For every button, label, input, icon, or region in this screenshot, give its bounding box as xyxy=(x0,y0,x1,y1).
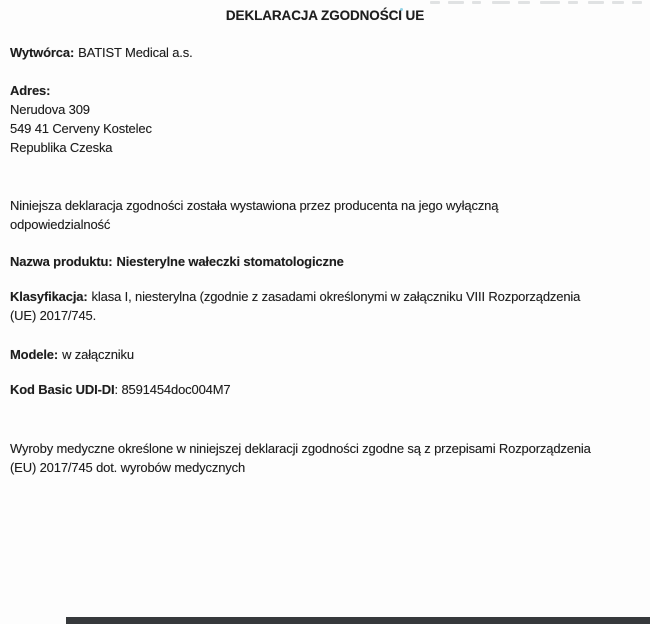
declaration-statement-line2: odpowiedzialność xyxy=(10,217,111,232)
product-name-value: Niesterylne wałeczki stomatologiczne xyxy=(116,254,344,269)
compliance-statement-line2: (EU) 2017/745 dot. wyrobów medycznych xyxy=(10,460,246,475)
document-title: DEKLARACJA ZGODNOŚCI UE xyxy=(225,8,425,23)
declaration-statement-line1: Niniejsza deklaracja zgodności została wystawiona przez producenta na jego wyłączną xyxy=(10,198,499,213)
product-name-line xyxy=(10,252,344,271)
address-line-country: Republika Czeska xyxy=(10,140,113,155)
manufacturer-label: Wytwórca: xyxy=(10,45,75,60)
models-line xyxy=(10,345,134,364)
address-label: Adres: xyxy=(10,83,51,98)
classification-label: Klasyfikacja: xyxy=(10,289,88,304)
classification-line2: (UE) 2017/745. xyxy=(10,308,97,323)
udi-code-label: Kod Basic UDI-DI xyxy=(10,382,115,397)
address-line-city: 549 41 Cerveny Kostelec xyxy=(10,121,152,136)
classification-text: klasa I, niesterylna (zgodnie z zasadami określonymi w załączniku VIII Rozporządzenia xyxy=(91,289,581,304)
window-bottom-bar xyxy=(66,617,650,624)
udi-code-line xyxy=(10,380,231,399)
manufacturer-value: BATIST Medical a.s. xyxy=(78,45,193,60)
manufacturer-line xyxy=(10,43,193,62)
udi-code-value: : 8591454doc004M7 xyxy=(114,382,231,397)
address-line-street: Nerudova 309 xyxy=(10,102,90,117)
compliance-statement-line1: Wyroby medyczne określone w niniejszej deklaracji zgodności zgodne są z przepisami Rozporządzenia xyxy=(10,441,591,456)
product-name-label: Nazwa produktu: xyxy=(10,254,113,269)
models-value: w załączniku xyxy=(62,347,134,362)
classification-line1 xyxy=(10,287,580,306)
models-label: Modele: xyxy=(10,347,59,362)
